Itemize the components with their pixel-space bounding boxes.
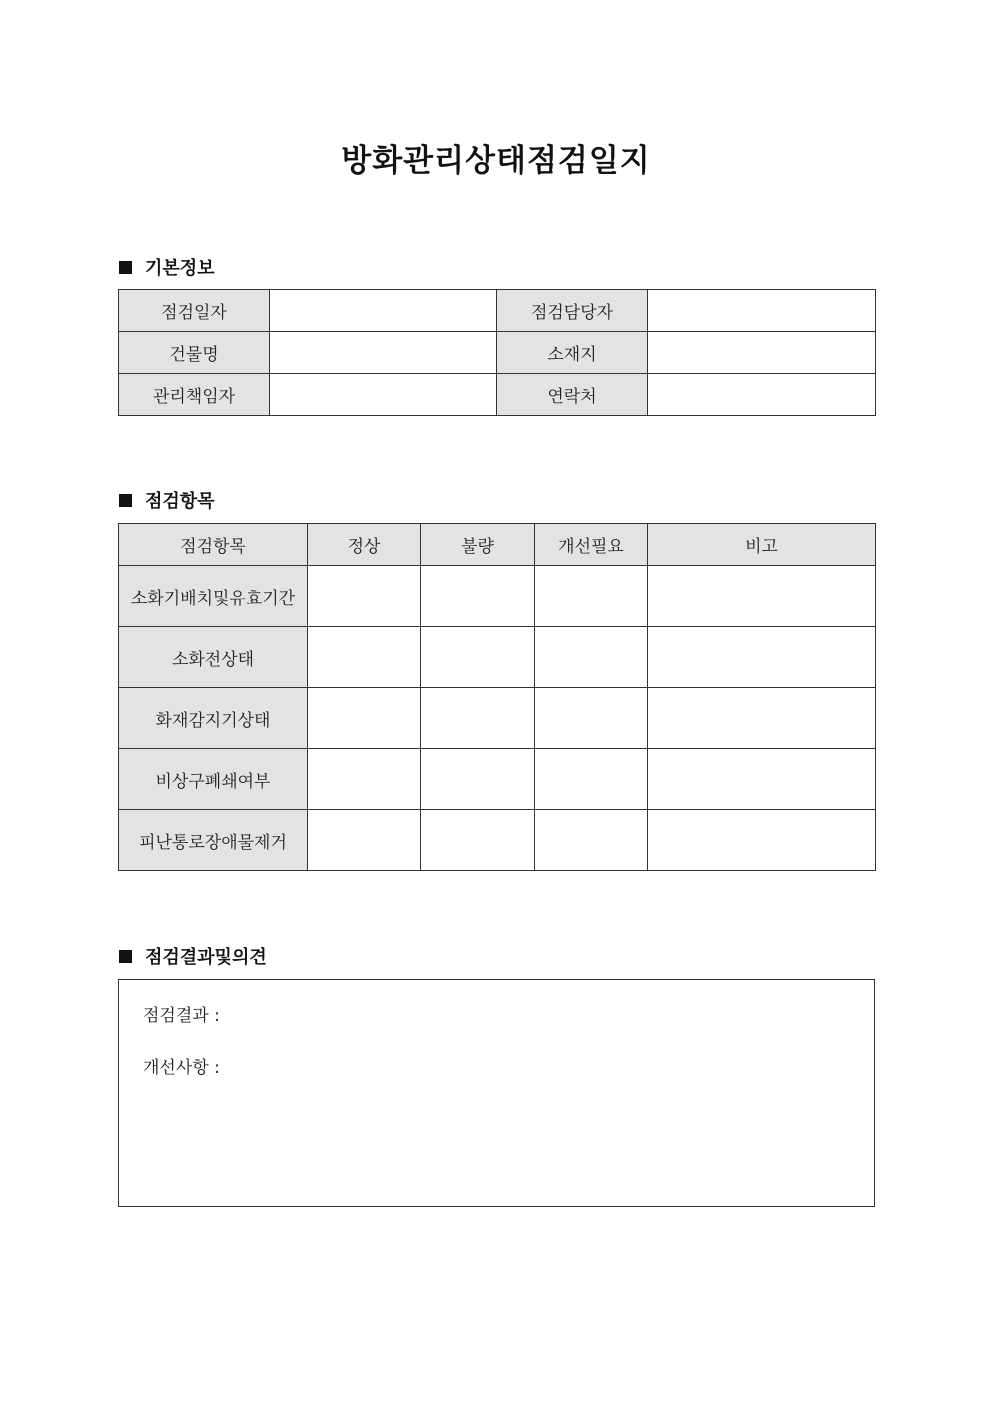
table-row xyxy=(119,627,876,688)
building-name-field[interactable] xyxy=(270,332,497,374)
bad-cell[interactable] xyxy=(421,688,535,749)
table-row xyxy=(119,566,876,627)
column-header: 개선필요 xyxy=(535,524,648,566)
table-row xyxy=(119,332,876,374)
inspector-field[interactable] xyxy=(648,290,876,332)
table-row xyxy=(119,688,876,749)
check-items-table xyxy=(118,523,876,871)
column-header: 점검항목 xyxy=(119,524,308,566)
basic-info-heading-text: 기본정보 xyxy=(145,258,215,279)
bad-cell[interactable] xyxy=(421,810,535,871)
manager-field[interactable] xyxy=(270,374,497,416)
table-row xyxy=(119,290,876,332)
normal-cell[interactable] xyxy=(308,566,421,627)
normal-cell[interactable] xyxy=(308,627,421,688)
column-header: 불량 xyxy=(421,524,535,566)
check-items-heading-text: 점검항목 xyxy=(145,491,215,512)
check-item-label: 소화기배치및유효기간 xyxy=(119,566,308,627)
manager-label: 관리책임자 xyxy=(119,374,270,416)
square-bullet-icon xyxy=(119,494,132,507)
inspector-label: 점검담당자 xyxy=(497,290,648,332)
contact-label: 연락처 xyxy=(497,374,648,416)
normal-cell[interactable] xyxy=(308,810,421,871)
check-item-label: 화재감지기상태 xyxy=(119,688,308,749)
improvement-label: 개선사항 : xyxy=(143,1058,220,1078)
result-label: 점검결과 : xyxy=(143,1006,220,1026)
improve-cell[interactable] xyxy=(535,566,648,627)
bad-cell[interactable] xyxy=(421,627,535,688)
normal-cell[interactable] xyxy=(308,749,421,810)
table-header-row xyxy=(119,524,876,566)
inspection-date-label: 점검일자 xyxy=(119,290,270,332)
note-cell[interactable] xyxy=(648,749,876,810)
result-heading xyxy=(119,943,267,969)
check-item-label: 비상구폐쇄여부 xyxy=(119,749,308,810)
result-box[interactable] xyxy=(118,979,875,1207)
normal-cell[interactable] xyxy=(308,688,421,749)
improve-cell[interactable] xyxy=(535,688,648,749)
bad-cell[interactable] xyxy=(421,566,535,627)
check-items-heading xyxy=(119,487,215,513)
check-item-label: 피난통로장애물제거 xyxy=(119,810,308,871)
note-cell[interactable] xyxy=(648,566,876,627)
page-title: 방화관리상태점검일지 xyxy=(341,143,651,179)
location-label: 소재지 xyxy=(497,332,648,374)
table-row xyxy=(119,810,876,871)
location-field[interactable] xyxy=(648,332,876,374)
basic-info-table xyxy=(118,289,876,416)
table-row xyxy=(119,749,876,810)
square-bullet-icon xyxy=(119,261,132,274)
column-header: 비고 xyxy=(648,524,876,566)
improve-cell[interactable] xyxy=(535,810,648,871)
note-cell[interactable] xyxy=(648,810,876,871)
improve-cell[interactable] xyxy=(535,749,648,810)
bad-cell[interactable] xyxy=(421,749,535,810)
improve-cell[interactable] xyxy=(535,627,648,688)
building-name-label: 건물명 xyxy=(119,332,270,374)
basic-info-heading xyxy=(119,254,215,280)
square-bullet-icon xyxy=(119,950,132,963)
check-item-label: 소화전상태 xyxy=(119,627,308,688)
result-heading-text: 점검결과및의견 xyxy=(145,947,267,968)
inspection-date-field[interactable] xyxy=(270,290,497,332)
column-header: 정상 xyxy=(308,524,421,566)
note-cell[interactable] xyxy=(648,688,876,749)
note-cell[interactable] xyxy=(648,627,876,688)
table-row xyxy=(119,374,876,416)
contact-field[interactable] xyxy=(648,374,876,416)
